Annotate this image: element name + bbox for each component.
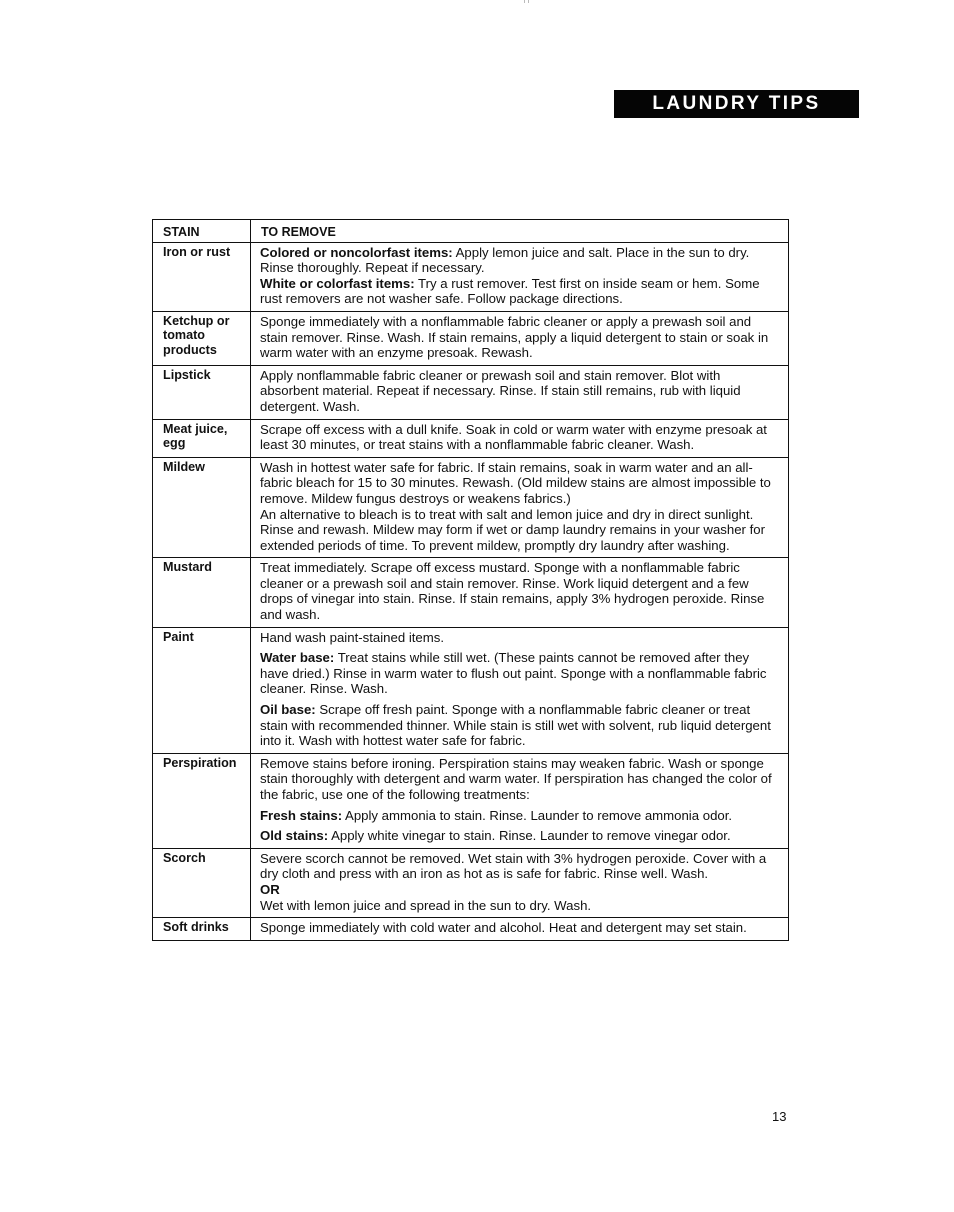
stain-name: Mustard — [153, 558, 251, 627]
instruction-text: Remove stains before ironing. Perspiration stains may weaken fabric. Wash or sponge stain thoroughly with detergent and warm water. If perspiration has changed the color of the fabric, use one of the following treatments: — [260, 755, 772, 802]
fabric-type-label: White or colorfast items: — [260, 275, 415, 291]
page-number: 13 — [772, 1109, 787, 1124]
table-row — [153, 242, 789, 311]
instruction-text: Hand wash paint-stained items. — [260, 629, 444, 645]
instruction-text: Wet with lemon juice and spread in the sun to dry. Wash. — [260, 897, 592, 913]
column-header-to-remove: TO REMOVE — [251, 220, 789, 243]
stain-name: Soft drinks — [153, 918, 251, 941]
instruction-text: An alternative to bleach is to treat with salt and lemon juice and dry in direct sunlight. Rinse and rewash. Mildew may form if wet or damp laundry remains in your washer for extended periods of time. To prevent mildew, promptly dry laundry after washing. — [260, 506, 765, 553]
fabric-type-label: Water base: — [260, 650, 335, 666]
instruction-text: Severe scorch cannot be removed. Wet stain with 3% hydrogen peroxide. Cover with a dry cloth and press with an iron as hot as is safe for fabric. Rinse well. Wash. — [260, 850, 767, 882]
removal-instructions — [251, 419, 789, 457]
instruction-paragraph — [260, 650, 778, 697]
instruction-paragraph — [260, 507, 778, 554]
instruction-text: Apply white vinegar to stain. Rinse. Launder to remove vinegar odor. — [328, 828, 731, 844]
removal-instructions — [251, 848, 789, 917]
removal-instructions — [251, 753, 789, 848]
removal-instructions — [251, 242, 789, 311]
instruction-text: Sponge immediately with cold water and alcohol. Heat and detergent may set stain. — [260, 920, 747, 936]
table-row — [153, 365, 789, 419]
instruction-paragraph — [260, 920, 778, 936]
section-title-banner: LAUNDRY TIPS — [614, 90, 859, 118]
instruction-paragraph — [260, 560, 778, 622]
instruction-paragraph — [260, 851, 778, 882]
removal-instructions — [251, 311, 789, 365]
instruction-text: Apply ammonia to stain. Rinse. Launder to remove ammonia odor. — [342, 807, 733, 823]
instruction-text: Wash in hottest water safe for fabric. If stain remains, soak in warm water and an all-fabric bleach for 15 to 30 minutes. Rewash. (Old mildew stains are almost impossible to remove. Mildew fungus destroys or weakens fabrics.) — [260, 459, 771, 506]
removal-instructions — [251, 457, 789, 558]
column-header-stain: STAIN — [153, 220, 251, 243]
instruction-text: Apply lemon juice and salt. Place in the sun to dry. Rinse thoroughly. Repeat if necessary. — [260, 244, 750, 276]
instruction-paragraph — [260, 368, 778, 415]
table-row — [153, 311, 789, 365]
fabric-type-label: Fresh stains: — [260, 807, 343, 823]
stain-name: Paint — [153, 627, 251, 753]
instruction-paragraph — [260, 460, 778, 507]
table-body — [153, 242, 789, 940]
stain-name: Meat juice, egg — [153, 419, 251, 457]
fabric-type-label: Colored or noncolorfast items: — [260, 244, 453, 260]
removal-instructions — [251, 558, 789, 627]
instruction-paragraph — [260, 898, 778, 914]
instruction-text: Treat immediately. Scrape off excess mustard. Sponge with a nonflammable fabric cleaner or a prewash soil and stain remover. Rinse. Work liquid detergent and a few drops of vinegar into stain. Rinse. If stain remains, apply 3% hydrogen peroxide. Rinse and wash. — [260, 560, 765, 623]
instruction-paragraph — [260, 276, 778, 307]
instruction-paragraph — [260, 756, 778, 803]
instruction-text: Sponge immediately with a nonflammable fabric cleaner or apply a prewash soil and stain remover. Rinse. Wash. If stain remains, apply a liquid detergent to stain or soak in warm water with an enzyme presoak. Rewash. — [260, 313, 769, 361]
stain-removal-table — [152, 219, 789, 941]
crop-mark — [524, 0, 529, 3]
instruction-text: Apply nonflammable fabric cleaner or prewash soil and stain remover. Blot with absorbent material. Repeat if necessary. Rinse. If stain still remains, rub with liquid detergent. Wash. — [260, 367, 741, 414]
table-row — [153, 627, 789, 753]
instruction-paragraph — [260, 882, 778, 898]
removal-instructions — [251, 918, 789, 941]
removal-instructions — [251, 627, 789, 753]
stain-name: Lipstick — [153, 365, 251, 419]
instruction-paragraph — [260, 630, 778, 646]
instruction-paragraph — [260, 828, 778, 844]
stain-name: Perspiration — [153, 753, 251, 848]
stain-name: Ketchup or tomato products — [153, 311, 251, 365]
alternative-label: OR — [260, 881, 280, 897]
table-row — [153, 918, 789, 941]
fabric-type-label: Old stains: — [260, 828, 329, 844]
table-row — [153, 753, 789, 848]
table-row — [153, 457, 789, 558]
instruction-text: Treat stains while still wet. (These paints cannot be removed after they have dried.) Rinse in warm water to flush out paint. Sponge with a nonflammable fabric cleaner. Rinse. Wash. — [260, 650, 767, 697]
instruction-paragraph — [260, 314, 778, 361]
instruction-paragraph — [260, 422, 778, 453]
instruction-text: Try a rust remover. Test first on inside seam or hem. Some rust removers are not washer safe. Follow package directions. — [260, 275, 760, 307]
instruction-text: Scrape off excess with a dull knife. Soak in cold or warm water with enzyme presoak at least 30 minutes, or treat stains with a nonflammable fabric cleaner. Wash. — [260, 421, 767, 453]
stain-name: Scorch — [153, 848, 251, 917]
table-row — [153, 558, 789, 627]
table-row — [153, 419, 789, 457]
instruction-paragraph — [260, 245, 778, 276]
stain-name: Mildew — [153, 457, 251, 558]
stain-name: Iron or rust — [153, 242, 251, 311]
instruction-paragraph — [260, 702, 778, 749]
fabric-type-label: Oil base: — [260, 702, 316, 718]
instruction-text: Scrape off fresh paint. Sponge with a nonflammable fabric cleaner or treat stain with recommended thinner. While stain is still wet with solvent, rub liquid detergent into it. Wash with hottest water safe for fabric. — [260, 702, 771, 749]
table-row — [153, 848, 789, 917]
table-header-row — [153, 220, 789, 243]
instruction-paragraph — [260, 808, 778, 824]
removal-instructions — [251, 365, 789, 419]
